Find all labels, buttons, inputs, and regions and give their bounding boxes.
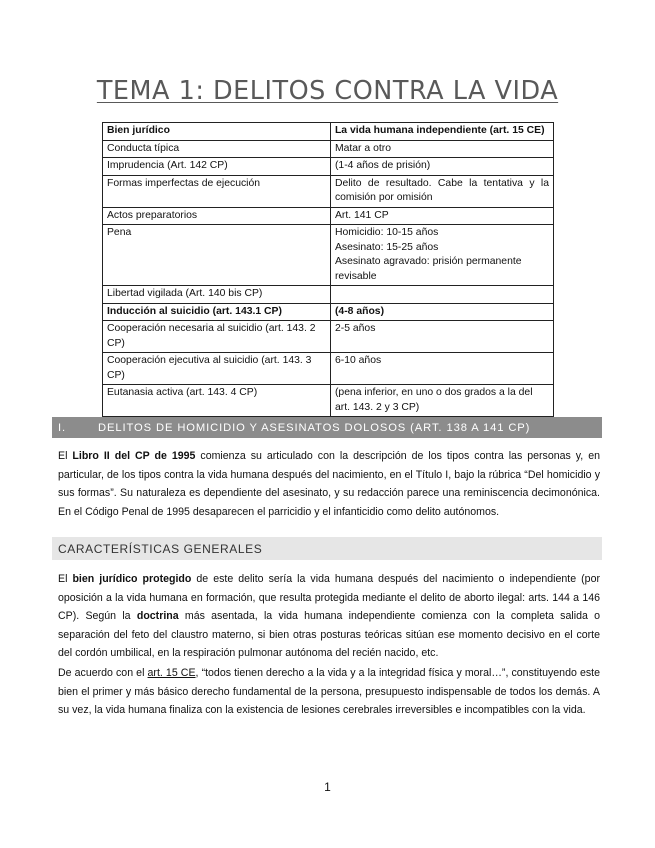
paragraph-intro: [58, 447, 600, 521]
table-cell-right: Delito de resultado. Cabe la tentativa y la comisión por omisión: [330, 175, 553, 207]
penalty-line: Asesinato: 15-25 años: [334, 241, 439, 253]
text-run: El: [58, 450, 73, 462]
table-row: [103, 353, 554, 385]
table-row: [103, 123, 554, 141]
text-run: más asentada, la vida humana independiente comienza con la completa salida o separación del feto del claustro materno, si bien otras posturas teóricas sitúan ese momento decisivo en el corte del cordón umbilical, en la respiración pulmonar autónoma del recién nacido, etc.: [58, 610, 600, 660]
paragraph-art15: [58, 664, 600, 720]
summary-table: [102, 122, 554, 417]
text-run: De acuerdo con el: [58, 667, 148, 679]
table-row: [103, 207, 554, 225]
text-run: de este delito sería la vida humana después del nacimiento o independiente (por oposición a la vida humana en formación, que resulta protegida mediante el delito de aborto ilegal: arts. 144 a 146 CP). Según la: [58, 573, 600, 623]
bold-text: Libro II del CP de 1995: [72, 450, 196, 462]
table-row: [103, 321, 554, 353]
table-row: [103, 158, 554, 176]
table-cell-left: Eutanasia activa (art. 143. 4 CP): [103, 385, 331, 417]
subsection-title: CARACTERÍSTICAS GENERALES: [58, 541, 263, 556]
table-cell-right: (pena inferior, en uno o dos grados a la del art. 143. 2 y 3 CP): [330, 385, 553, 417]
table-cell-right: La vida humana independiente (art. 15 CE): [330, 123, 553, 141]
table-cell-right: (1-4 años de prisión): [330, 158, 553, 176]
table-row: [103, 303, 554, 321]
underlined-reference: art. 15 CE: [147, 667, 196, 679]
table-cell-left: Conducta típica: [103, 140, 331, 158]
table-cell-right: 6-10 años: [330, 353, 553, 385]
table-cell-right: Art. 141 CP: [330, 207, 553, 225]
table-cell-left: Inducción al suicidio (art. 143.1 CP): [103, 303, 331, 321]
penalty-line: Homicidio: 10-15 años: [334, 227, 439, 238]
table-row: [103, 140, 554, 158]
table-cell-left: Cooperación ejecutiva al suicidio (art. 143. 3 CP): [103, 353, 331, 385]
table-row: [103, 225, 554, 286]
page-number: 1: [324, 780, 331, 794]
table-cell-left: Cooperación necesaria al suicidio (art. 143. 2 CP): [103, 321, 331, 353]
table-cell-right: Matar a otro: [330, 140, 553, 158]
paragraph-bien-juridico: [58, 570, 600, 663]
section-heading: [52, 417, 602, 438]
table-cell-right: [330, 286, 553, 304]
table-cell-left: Imprudencia (Art. 142 CP): [103, 158, 331, 176]
page-title: TEMA 1: DELITOS CONTRA LA VIDA: [96, 76, 559, 106]
bold-text: bien jurídico protegido: [72, 573, 192, 585]
text-run: comienza su articulado con la descripción de los tipos contra las personas y, en particular, de los tipos contra la vida humana después del nacimiento, en el Título I, bajo la rúbrica “Del homicidio y sus formas”. Su naturaleza es dependiente del asesinato, y su redacción parece una reminiscencia decimonónica. En el Código Penal de 1995 desaparecen el parricidio y el infanticidio como delito autónomos.: [58, 450, 600, 518]
table-cell-right: (4-8 años): [330, 303, 553, 321]
section-title: DELITOS DE HOMICIDIO Y ASESINATOS DOLOSOS (ART. 138 A 141 CP): [98, 421, 531, 434]
table-cell-left: Pena: [103, 225, 331, 286]
text-run: El: [58, 573, 73, 585]
table-cell-right: 2-5 años: [330, 321, 553, 353]
subsection-heading: [52, 537, 602, 560]
table-row: [103, 286, 554, 304]
section-number: I.: [58, 421, 67, 434]
table-row: [103, 385, 554, 417]
table-cell-left: Formas imperfectas de ejecución: [103, 175, 331, 207]
penalty-line: Asesinato agravado: prisión permanente revisable: [334, 256, 522, 282]
table-cell-left: Bien jurídico: [103, 123, 331, 141]
table-cell-left: Libertad vigilada (Art. 140 bis CP): [103, 286, 331, 304]
text-run: , “todos tienen derecho a la vida y a la integridad física y moral…”, constituyendo este bien el primer y más básico derecho fundamental de la persona, presupuesto indispensable de todos los demás. A su vez, la vida humana finaliza con la existencia de lesiones cerebrales irreversibles e incompatibles con la vida.: [58, 667, 600, 717]
table-row: [103, 175, 554, 207]
table-cell-left: Actos preparatorios: [103, 207, 331, 225]
table-cell-right: [330, 225, 553, 286]
bold-text: doctrina: [136, 610, 179, 623]
